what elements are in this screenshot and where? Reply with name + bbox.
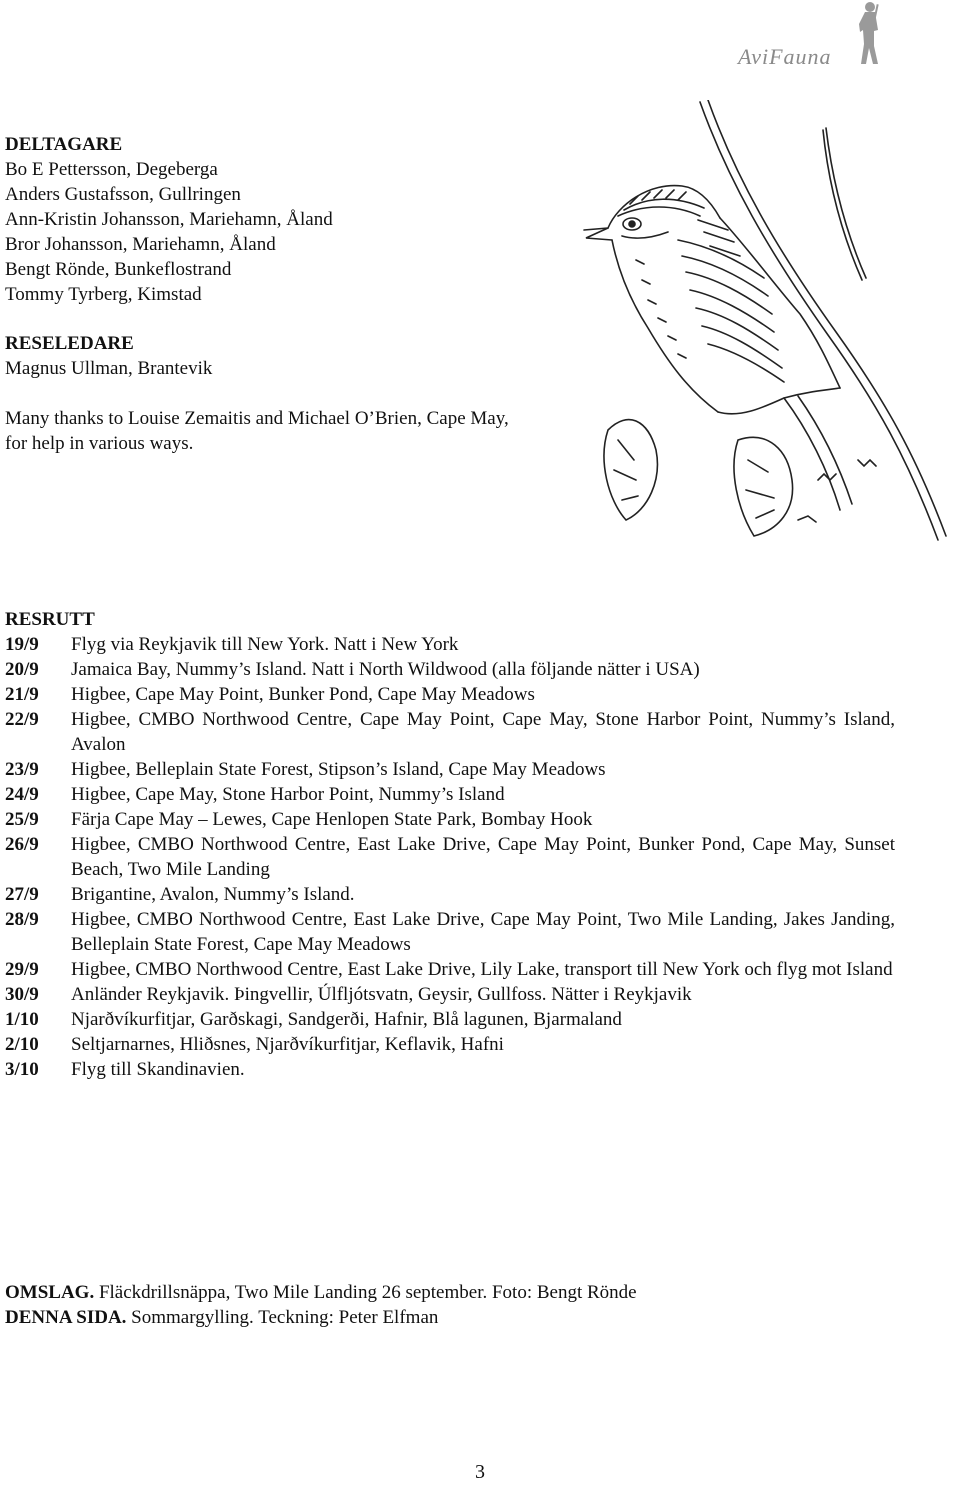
route-date: 1/10: [5, 1009, 39, 1030]
route-text: Higbee, Cape May, Stone Harbor Point, Nummy’s Island: [71, 784, 505, 805]
avifauna-logo: [738, 0, 898, 74]
route-date: 25/9: [5, 809, 39, 830]
route-day: [5, 782, 895, 807]
route-day: [5, 807, 895, 832]
route-date: 27/9: [5, 884, 39, 905]
route-day: [5, 982, 895, 1007]
route-date: 19/9: [5, 634, 39, 655]
participants-section: [5, 132, 333, 307]
route-text: Higbee, CMBO Northwood Centre, East Lake Drive, Cape May Point, Two Mile Landing, Jakes Janding, Belleplain State Forest, Cape May Meadows: [71, 909, 895, 955]
route-date: 2/10: [5, 1034, 39, 1055]
thanks-paragraph: [5, 406, 509, 456]
cover-credit: [5, 1280, 637, 1305]
route-day: [5, 757, 895, 782]
route-date: 29/9: [5, 959, 39, 980]
participant-name: Bo E Pettersson, Degeberga: [5, 159, 218, 180]
route-day: [5, 957, 895, 982]
route-day: [5, 1057, 895, 1082]
page-credit: [5, 1305, 637, 1330]
credits-section: [5, 1280, 637, 1330]
leaders-section: [5, 331, 212, 381]
cover-credit-text: Fläckdrillsnäppa, Two Mile Landing 26 september. Foto: Bengt Rönde: [98, 1282, 637, 1303]
route-text: Higbee, CMBO Northwood Centre, East Lake Drive, Lily Lake, transport till New York och flyg mot Island: [71, 959, 893, 980]
cover-credit-label: OMSLAG.: [5, 1282, 95, 1303]
route-date: 26/9: [5, 834, 39, 855]
thanks-line: for help in various ways.: [5, 433, 194, 454]
route-text: Njarðvíkurfitjar, Garðskagi, Sandgerði, Hafnir, Blå lagunen, Bjarmaland: [71, 1009, 622, 1030]
route-day: [5, 882, 895, 907]
route-text: Jamaica Bay, Nummy’s Island. Natt i North Wildwood (alla följande nätter i USA): [71, 659, 700, 680]
route-text: Seltjarnarnes, Hliðsnes, Njarðvíkurfitjar, Keflavik, Hafni: [71, 1034, 504, 1055]
page-credit-text: Sommargylling. Teckning: Peter Elfman: [131, 1307, 439, 1328]
participants-heading: DELTAGARE: [5, 134, 123, 155]
route-text: Flyg via Reykjavik till New York. Natt i New York: [71, 634, 459, 655]
participant-name: Bror Johansson, Mariehamn, Åland: [5, 234, 276, 255]
participant-name: Ann-Kristin Johansson, Mariehamn, Åland: [5, 209, 333, 230]
sedge-warbler-drawing: [578, 100, 950, 545]
participant-name: Anders Gustafsson, Gullringen: [5, 184, 241, 205]
route-date: 24/9: [5, 784, 39, 805]
route-date: 20/9: [5, 659, 39, 680]
route-date: 23/9: [5, 759, 39, 780]
route-day: [5, 657, 895, 682]
route-text: Färja Cape May – Lewes, Cape Henlopen State Park, Bombay Hook: [71, 809, 593, 830]
route-text: Higbee, CMBO Northwood Centre, East Lake Drive, Cape May Point, Bunker Pond, Cape May, Sunset Beach, Two Mile Landing: [71, 834, 895, 880]
route-date: 28/9: [5, 909, 39, 930]
route-heading: RESRUTT: [5, 609, 95, 630]
leaders-heading: RESELEDARE: [5, 333, 134, 354]
route-date: 30/9: [5, 984, 39, 1005]
route-section: [5, 607, 895, 1082]
hiker-figure-icon: [850, 0, 890, 66]
page-credit-label: DENNA SIDA.: [5, 1307, 127, 1328]
route-text: Anländer Reykjavik. Þingvellir, Úlfljótsvatn, Geysir, Gullfoss. Nätter i Reykjavik: [71, 984, 692, 1005]
route-text: Higbee, CMBO Northwood Centre, Cape May Point, Cape May, Stone Harbor Point, Nummy’s Island, Avalon: [71, 709, 895, 755]
route-day: [5, 682, 895, 707]
route-day: [5, 832, 895, 882]
route-day: [5, 707, 895, 757]
route-text: Higbee, Belleplain State Forest, Stipson’s Island, Cape May Meadows: [71, 759, 606, 780]
leader-name: Magnus Ullman, Brantevik: [5, 358, 213, 379]
page-number: 3: [475, 1461, 485, 1483]
participant-name: Tommy Tyrberg, Kimstad: [5, 284, 202, 305]
route-day: [5, 1007, 895, 1032]
route-date: 3/10: [5, 1059, 39, 1080]
route-text: Brigantine, Avalon, Nummy’s Island.: [71, 884, 355, 905]
route-day: [5, 632, 895, 657]
thanks-line: Many thanks to Louise Zemaitis and Michael O’Brien, Cape May,: [5, 408, 509, 429]
route-day: [5, 907, 895, 957]
route-date: 22/9: [5, 709, 39, 730]
route-text: Flyg till Skandinavien.: [71, 1059, 245, 1080]
route-text: Higbee, Cape May Point, Bunker Pond, Cape May Meadows: [71, 684, 535, 705]
route-day: [5, 1032, 895, 1057]
route-date: 21/9: [5, 684, 39, 705]
participant-name: Bengt Rönde, Bunkeflostrand: [5, 259, 232, 280]
logo-wordmark: AviFauna: [738, 44, 832, 69]
